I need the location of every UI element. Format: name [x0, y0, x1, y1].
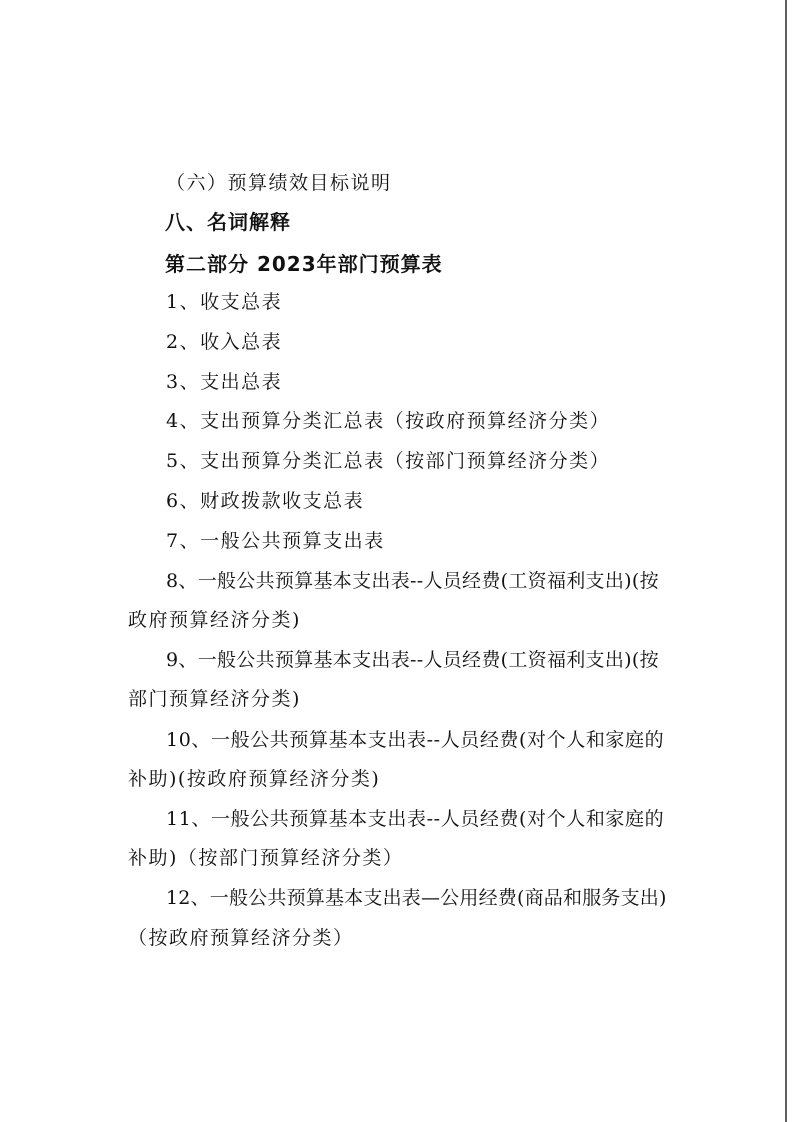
- list-item: 11、一般公共预算基本支出表--人员经费(对个人和家庭的: [166, 808, 665, 830]
- list-item-continuation: （按政府预算经济分类）: [128, 927, 354, 949]
- list-item: 10、一般公共预算基本支出表--人员经费(对个人和家庭的: [166, 729, 665, 751]
- list-item: 3、支出总表: [166, 371, 283, 393]
- section-heading-performance-goals: （六）预算绩效目标说明: [166, 172, 392, 194]
- list-item: 1、收支总表: [166, 291, 283, 313]
- list-item-continuation: 补助)(按政府预算经济分类): [128, 768, 381, 790]
- list-item-continuation: 部门预算经济分类): [128, 688, 301, 710]
- section-heading-glossary: 八、名词解释: [165, 210, 291, 234]
- list-item: 9、一般公共预算基本支出表--人员经费(工资福利支出)(按: [166, 649, 659, 671]
- list-item-continuation: 政府预算经济分类): [128, 609, 301, 631]
- list-item: 12、一般公共预算基本支出表—公用经费(商品和服务支出): [166, 887, 667, 909]
- part-two-title: 第二部分 2023年部门预算表: [165, 252, 443, 276]
- list-item: 8、一般公共预算基本支出表--人员经费(工资福利支出)(按: [166, 570, 659, 592]
- list-item: 5、支出预算分类汇总表（按部门预算经济分类）: [166, 450, 611, 472]
- list-item: 4、支出预算分类汇总表（按政府预算经济分类）: [166, 410, 611, 432]
- list-item: 7、一般公共预算支出表: [166, 530, 385, 552]
- list-item: 6、财政拨款收支总表: [166, 490, 365, 512]
- scan-edge-line: [785, 0, 787, 1122]
- list-item-continuation: 补助)（按部门预算经济分类）: [128, 847, 404, 869]
- list-item: 2、收入总表: [166, 331, 283, 353]
